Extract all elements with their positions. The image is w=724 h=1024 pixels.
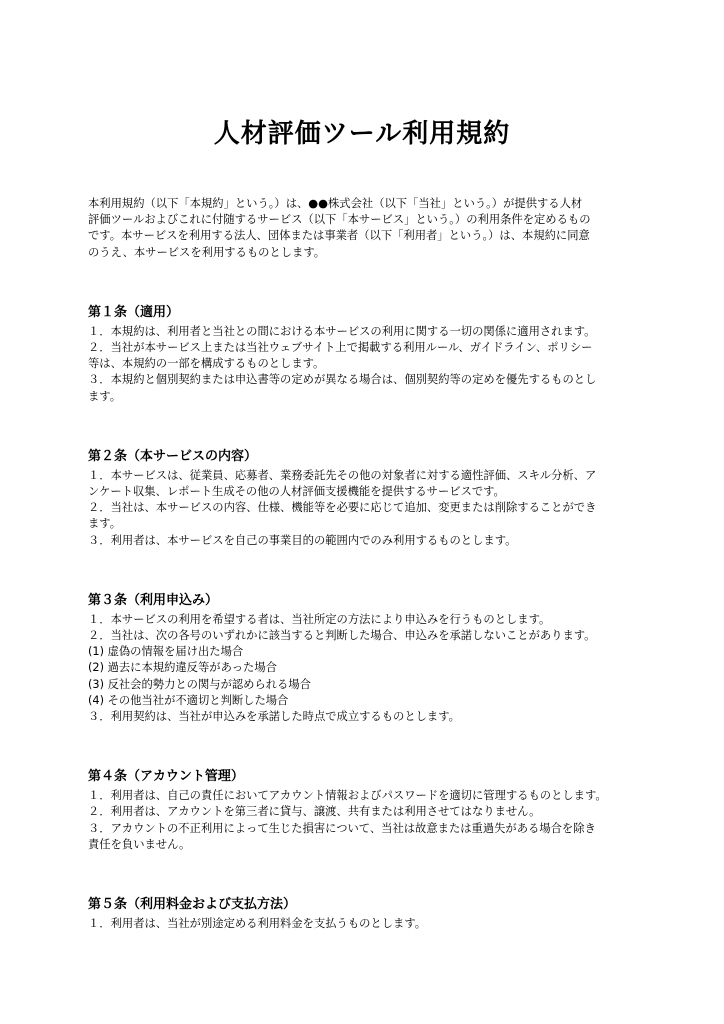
article-heading: 第２条（本サービスの内容） [88,448,258,464]
article-line: １．本規約は、利用者と当社との間における本サービスの利用に関する一切の関係に適用されます。 [88,324,596,338]
article-4 [88,768,640,853]
article-line: ２．当社は、本サービスの内容、仕様、機能等を必要に応じて追加、変更または削除することができ [88,501,597,515]
article-5 [88,896,640,932]
article-line: ２．当社が本サービス上または当社ウェブサイト上で掲載する利用ルール、ガイドライン、ポリシー [88,341,593,355]
document-body [88,196,640,975]
article-line: 等は、本規約の一部を構成するものとします。 [88,357,325,371]
article-line: (1) 虚偽の情報を届け出た場合 [88,645,244,659]
article-line: (2) 過去に本規約違反等があった場合 [88,661,277,675]
article-line: ３．本規約と個別契約または申込書等の定めが異なる場合は、個別契約等の定めを優先するものとし [88,373,597,387]
article-line: ３．アカウントの不正利用によって生じた損害について、当社は故意または重過失がある場合を除き [88,821,596,835]
article-line: １．本サービスは、従業員、応募者、業務委託先その他の対象者に対する適性評価、スキル分析、ア [88,468,597,482]
article-line: １．利用者は、自己の責任においてアカウント情報およびパスワードを適切に管理するものとします。 [88,789,607,803]
article-line: ２．当社は、次の各号のいずれかに該当すると判断した場合、申込みを承諾しないことがあります。 [88,629,596,643]
article-line: (4) その他当社が不適切と判断した場合 [88,693,289,707]
article-line: ３．利用者は、本サービスを自己の事業目的の範囲内でのみ利用するものとします。 [88,533,517,547]
article-line: ます。 [88,517,121,531]
article-line: １．利用者は、当社が別途定める利用料金を支払うものとします。 [88,917,427,931]
article-line: ２．利用者は、アカウントを第三者に貸与、譲渡、共有または利用させてはなりません。 [88,805,541,819]
intro-line: のうえ、本サービスを利用するものとします。 [88,245,326,259]
article-line: 責任を負いません。 [88,837,191,851]
intro-line: 本利用規約（以下「本規約」という。）は、●●株式会社（以下「当社」という。）が提供する人材 [88,197,583,210]
article-line: １．本サービスの利用を希望する者は、当社所定の方法により申込みを行うものとします。 [88,612,551,626]
article-3 [88,592,640,725]
article-2 [88,448,640,549]
article-line: ます。 [88,389,121,403]
article-heading: 第４条（アカウント管理） [88,769,244,785]
article-line: (3) 反社会的勢力との関与が認められる場合 [88,677,311,691]
article-heading: 第３条（利用申込み） [88,592,219,608]
article-heading: 第５条（利用料金および支払方法） [88,897,297,913]
intro-line: です。本サービスを利用する法人、団体または事業者（以下「利用者」という。）は、本規約に同意 [88,229,590,243]
article-line: ンケート収集、レポート生成その他の人材評価支援機能を提供するサービスです。 [88,485,505,499]
article-line: ３．利用契約は、当社が申込みを承諾した時点で成立するものとします。 [88,710,460,724]
intro-line: 評価ツールおよびこれに付随するサービス（以下「本サービス」という。）の利用条件を定めるもの [88,213,591,227]
article-heading: 第１条（適用） [88,304,180,320]
article-1 [88,304,640,405]
document-title: 人材評価ツール利用規約 [213,119,511,149]
intro-paragraph [88,196,640,261]
